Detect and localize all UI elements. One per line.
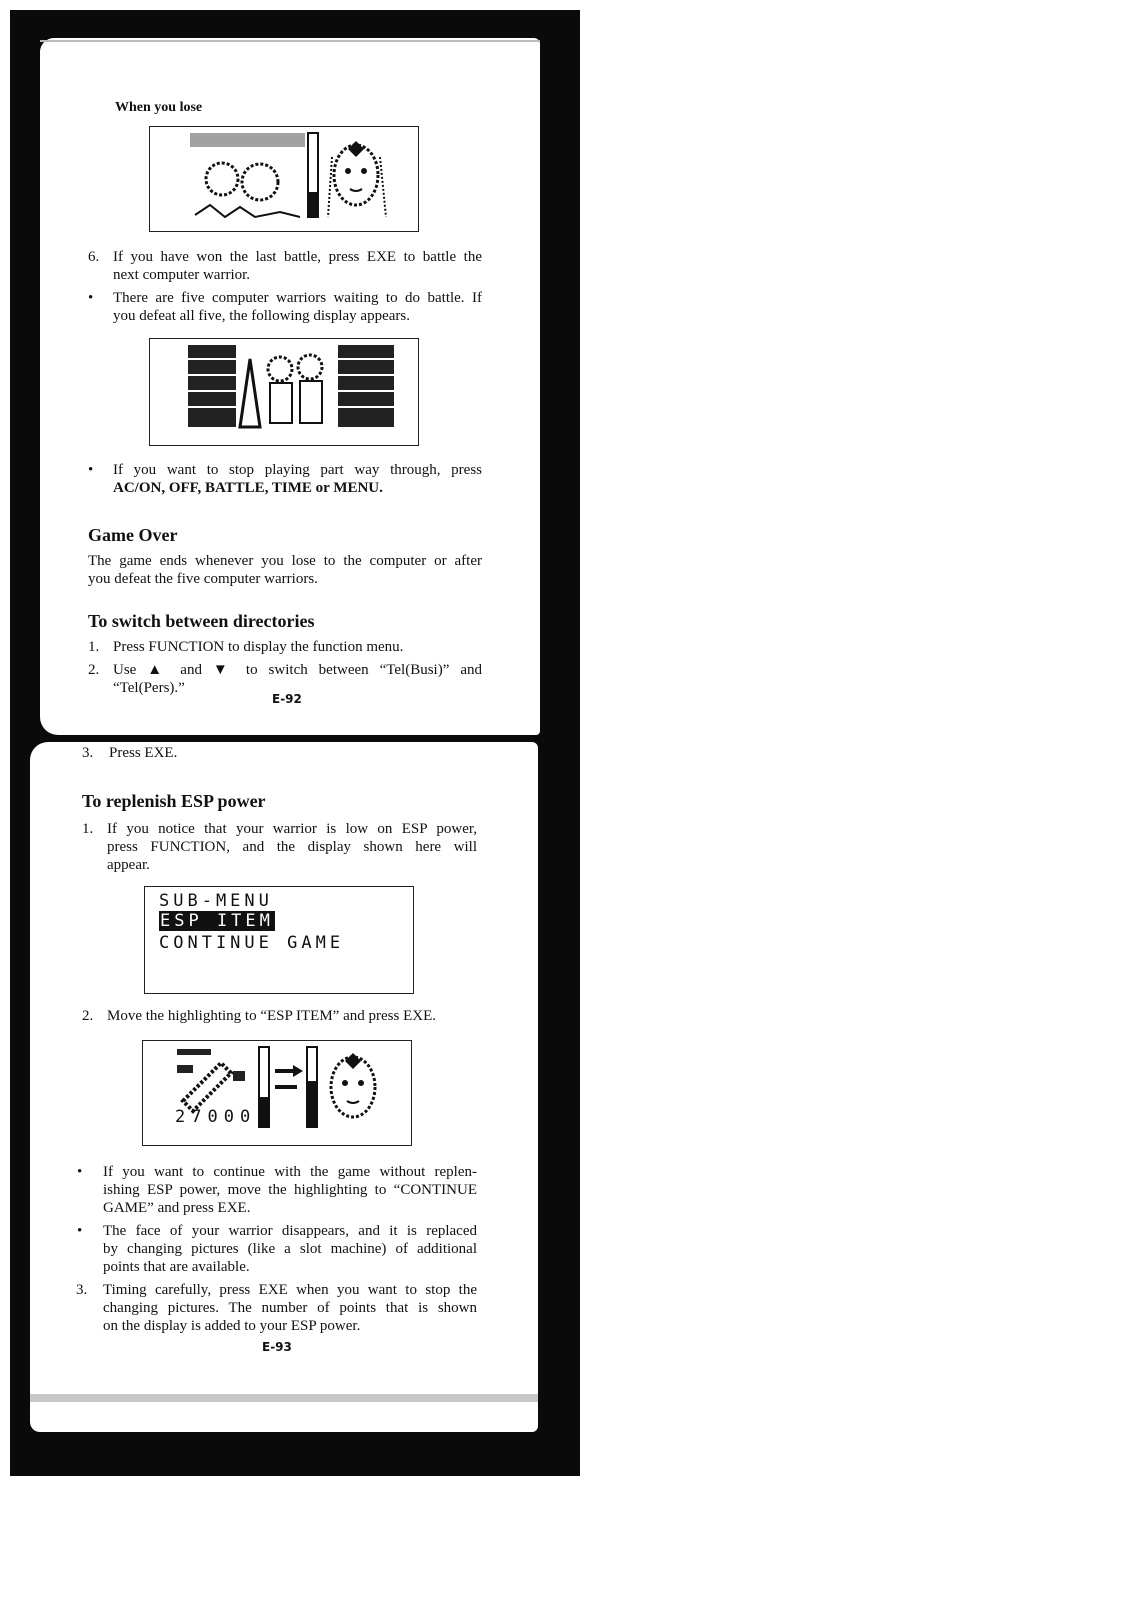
- lcd-menu-item-esp-item: [159, 911, 275, 931]
- step-3-text: Press EXE.: [109, 745, 178, 761]
- esp-step-1-cont: press FUNCTION, and the display shown here will: [107, 839, 477, 855]
- game-over-text-cont: you defeat the five computer warriors.: [88, 571, 318, 587]
- heading-replenish-esp: To replenish ESP power: [82, 791, 266, 811]
- bullet: •: [88, 290, 94, 306]
- lcd-victory-screen: [149, 338, 419, 446]
- step-6-text: If you have won the last battle, press EXE to battle the: [113, 249, 482, 265]
- lcd-points-value: 27000: [175, 1107, 257, 1127]
- bullet-face-disappears-cont: by changing pictures (like a slot machine) of additional: [103, 1241, 477, 1257]
- page-number: E-93: [262, 1340, 292, 1354]
- bullet-face-disappears: The face of your warrior disappears, and it is replaced: [103, 1223, 477, 1239]
- bullet-five-warriors-cont: you defeat all five, the following display appears.: [113, 308, 410, 324]
- bullet-face-disappears-end: points that are available.: [103, 1259, 250, 1275]
- esp-step-1: If you notice that your warrior is low on ESP power,: [107, 821, 477, 837]
- switch-step-1: Press FUNCTION to display the function menu.: [113, 639, 404, 655]
- lose-screen-pixel-art: [150, 127, 418, 231]
- switch-step-2: Use ▲ and ▼ to switch between “Tel(Busi)” and: [113, 662, 482, 678]
- step-number: 1.: [88, 639, 100, 655]
- section-heading-when-you-lose: When you lose: [115, 100, 203, 115]
- lcd-esp-points: [142, 1040, 412, 1146]
- scan-artifact: [30, 1394, 538, 1402]
- victory-screen-pixel-art: [150, 339, 418, 445]
- lcd-highlight: ESP ITEM: [160, 911, 274, 931]
- lcd-menu-title: SUB-MENU: [159, 891, 273, 911]
- step-number: 3.: [76, 1282, 88, 1298]
- page-number: E-92: [272, 692, 302, 706]
- esp-step-3: Timing carefully, press EXE when you want to stop the: [103, 1282, 477, 1298]
- bullet-continue-game-end: GAME” and press EXE.: [103, 1200, 251, 1216]
- bullet-continue-game: If you want to continue with the game without replen-: [103, 1164, 477, 1180]
- esp-step-3-end: on the display is added to your ESP power.: [103, 1318, 361, 1334]
- esp-step-2: Move the highlighting to “ESP ITEM” and press EXE.: [107, 1008, 436, 1024]
- switch-step-2-cont: “Tel(Pers).”: [113, 680, 185, 696]
- esp-step-1-end: appear.: [107, 857, 150, 873]
- bullet-stop-playing-keys: AC/ON, OFF, BATTLE, TIME or MENU.: [113, 480, 383, 496]
- bullet: •: [77, 1223, 83, 1239]
- bullet: •: [88, 462, 94, 478]
- heading-game-over: Game Over: [88, 525, 178, 545]
- manual-page-e92: [40, 38, 540, 735]
- heading-switch-directories: To switch between directories: [88, 611, 315, 631]
- manual-page-e93: [30, 742, 538, 1432]
- bullet-five-warriors: There are five computer warriors waiting to do battle. If: [113, 290, 482, 306]
- step-number: 6.: [88, 249, 100, 265]
- bullet-continue-game-cont: ishing ESP power, move the highlighting to “CONTINUE: [103, 1182, 477, 1198]
- bullet: •: [77, 1164, 83, 1180]
- game-over-text: The game ends whenever you lose to the computer or after: [88, 553, 482, 569]
- lcd-sub-menu: [144, 886, 414, 994]
- esp-points-pixel-art: [143, 1041, 411, 1145]
- step-number: 2.: [88, 662, 100, 678]
- step-number: 1.: [82, 821, 94, 837]
- scan-artifact: [40, 40, 540, 42]
- step-number: 3.: [82, 745, 94, 761]
- esp-step-3-cont: changing pictures. The number of points that is shown: [103, 1300, 477, 1316]
- bullet-stop-playing: If you want to stop playing part way through, press: [113, 462, 482, 478]
- step-6-text-cont: next computer warrior.: [113, 267, 251, 283]
- lcd-lose-screen: [149, 126, 419, 232]
- step-number: 2.: [82, 1008, 94, 1024]
- lcd-menu-item-continue-game: CONTINUE GAME: [159, 933, 345, 953]
